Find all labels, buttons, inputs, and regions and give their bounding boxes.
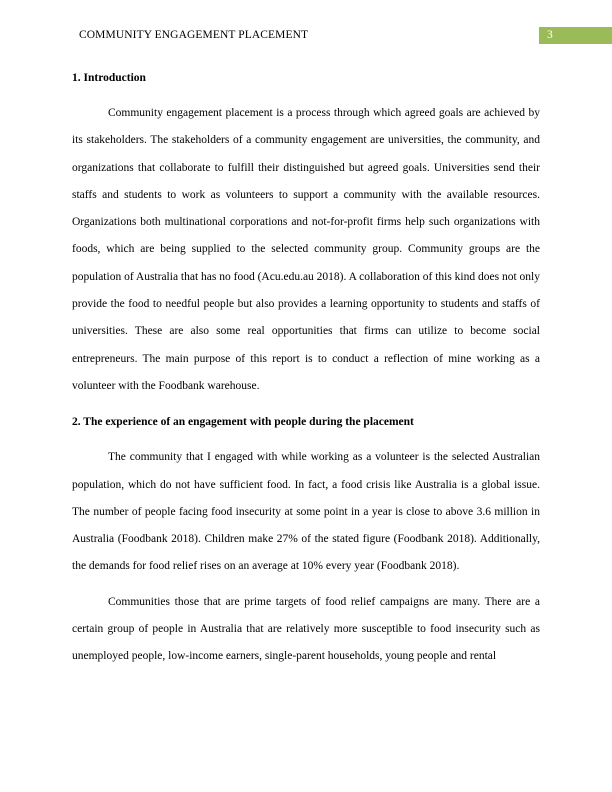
page-number: 3 [547, 29, 553, 41]
paragraph: Communities those that are prime targets of food relief campaigns are many. There are a certain group of people in Australia that are relatively more susceptible to food insecurity such as unemployed people, low-income earners, single-parent households, young people and rental [72, 595, 540, 663]
section-introduction [72, 64, 540, 400]
document-body [72, 64, 540, 679]
page-number-badge [539, 27, 612, 44]
section-experience [72, 408, 540, 670]
section-heading: 2. The experience of an engagement with people during the placement [72, 416, 414, 429]
paragraph: Community engagement placement is a process through which agreed goals are achieved by its stakeholders. The stakeholders of a community engagement are universities, the community, and organizations that collaborate to fulfill their distinguished but agreed goals. Universities send their staffs and students to work as volunteers to support a community with the available resources. Organizations both multinational corporations and not-for-profit firms help such organizations with foods, which are being supplied to the selected community group. Community groups are the population of Australia that has no food (Acu.edu.au 2018). A collaboration of this kind does not only provide the food to needful people but also provides a learning opportunity to students and staffs of universities. These are also some real opportunities that firms can utilize to become social entrepreneurs. The main purpose of this report is to conduct a reflection of mine working as a volunteer with the Foodbank warehouse. [72, 107, 540, 392]
running-title: COMMUNITY ENGAGEMENT PLACEMENT [79, 29, 309, 41]
paragraph: The community that I engaged with while working as a volunteer is the selected Australian population, which do not have sufficient food. In fact, a food crisis like Australia is a global issue. The number of people facing food insecurity at some point in a year is close to above 3.6 million in Australia (Foodbank 2018). Children make 27% of the stated figure (Foodbank 2018). Additionally, the demands for food relief rises on an average at 10% every year (Foodbank 2018). [72, 451, 540, 573]
section-heading: 1. Introduction [72, 72, 146, 84]
